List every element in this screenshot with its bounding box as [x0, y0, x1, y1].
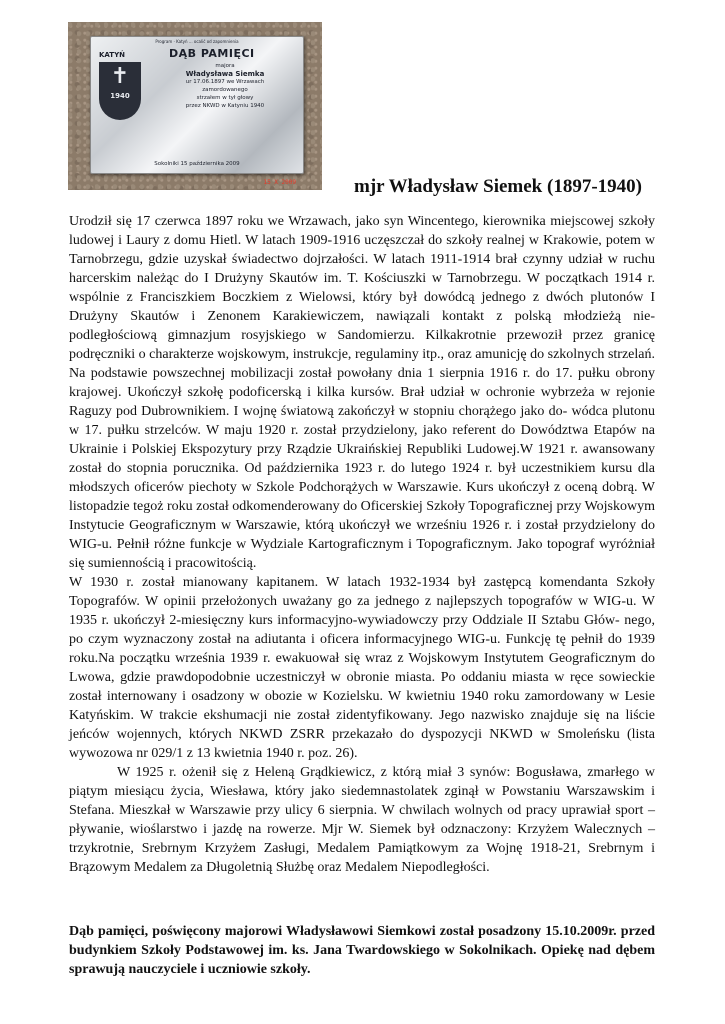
plaque-line: majora: [215, 63, 235, 69]
photo-date-stamp: 15 X 2009: [263, 179, 296, 186]
biography-text: [69, 212, 655, 877]
paragraph: W 1930 r. został mianowany kapitanem. W latach 1932-1934 był zastępcą komendanta Szkoły Topografów. W opinii przełożonych uważany go za jednego z najlepszych topografów w WIG-u. W 1935 r. ukończył 2-miesięczny kurs informacyjno-wywiadowczy przy Oddziale II Sztabu Głów- nego, po czym wyznaczony został na adiutanta i oficera informacyjnego WIG-u. Funkcję tę pełnił do 1939 roku.Na początku września 1939 r. ewakuował się wraz z Wojskowym Instytutem Geograficznym do Lwowa, gdzie prawdopodobnie uczestniczył w obronie miasta. Po oddaniu miasta w ręce sowieckie został internowany i osadzony w obozie w Kozielsku. W kwietniu 1940 roku zamordowany w Lesie Katyńskim. W trakcie ekshumacji nie został zidentyfikowany. Jego nazwisko znajduje się na liście jeńców wojennych, których NKWD ZSRR przekazało do dyspozycji NKWD w Smoleńsku (lista wywozowa nr 029/1 z 13 kwietnia 1940 r. poz. 26).: [69, 575, 655, 761]
plaque-line: przez NKWD w Katyniu 1940: [185, 103, 265, 109]
paragraph: W 1925 r. ożenił się z Heleną Grądkiewicz, z którą miał 3 synów: Bogusława, zmarłego w piątym miesiącu życia, Wiesława, który jako siedemnastolatek zginął w Powstaniu Warszawskim i Stefana. Mieszkał w Warszawie przy ulicy 6 sierpnia. W chwilach wolnych od pracy uprawiał sport – pływanie, wioślarstwo i jazdę na rowerze. Mjr W. Siemek był odznaczony: Krzyżem Walecznych – trzykrotnie, Srebrnym Krzyżem Zasługi, Medalem Pamiątkowym za Wojnę 1918-21, Srebrnym i Brązowym Medalem za Długoletnią Służbę oraz Medalem Niepodległości.: [69, 765, 655, 875]
closing-note: Dąb pamięci, poświęcony majorowi Władysławowi Siemkowi został posadzony 15.10.2009r. przed budynkiem Szkoły Podstawowej im. ks. Jana Twardowskiego w Sokolnikach. Opiekę nad dębem sprawują nauczyciele i uczniowie szkoły.: [69, 924, 655, 977]
cross-icon: ✝: [110, 64, 130, 89]
memorial-plaque-photo: [68, 22, 322, 190]
plaque-title: DĄB PAMIĘCI: [169, 47, 255, 60]
plaque-katyn-label: KATYŃ: [99, 51, 126, 59]
plaque-inscription: [151, 62, 299, 110]
plaque-line: zamordowanego: [202, 87, 248, 93]
plaque-program-label: Program · Katyń ... ocalić od zapomnienia: [155, 39, 239, 44]
plaque-line: Władysława Siemka: [185, 70, 265, 78]
paragraph: Urodził się 17 czerwca 1897 roku we Wrzawach, jako syn Wincentego, kierownika miejscowej szkoły ludowej i Laury z domu Hietl. W latach 1909-1916 uczęszczał do szkoły realnej w Krakowie, potem w Tarnobrzegu, gdzie uzyskał świadectwo dojrzałości. W latach 1911-1914 brał czynny udział w ruchu harcerskim należąc do I Drużyny Skautów im. T. Kościuszki w Tarnobrzegu. W początkach 1914 r. wspólnie z Franciszkiem Boczkiem z Wielowsi, który był dowódcą jednego z dwóch plutonów I Drużyny Skautów i Zenonem Karakiewiczem, nawiązali kontakt z polską młodzieżą nie- podległościową gimnazjum rosyjskiego w Sandomierzu. Kilkakrotnie przewoził przez granicę podręczniki o charakterze wojskowym, instrukcje, regulaminy itp., oraz amunicję do szkolnych strzelań. Na podstawie powszechnej mobilizacji został powołany dnia 1 sierpnia 1916 r. do 17. pułku obrony krajowej. Ukończył szkołę podoficerską i kilka kursów. Brał udział w ochronie wybrzeża w rejonie Raguzy pod Dubrownikiem. I wojnę światową zakończył w stopniu chorążego jako do- wódca plutonu w 17. pułku strzelców. W maju 1920 r. został przydzielony, jako referent do Dowództwa Etapów na Ukrainie i Polskiej Ekspozytury przy Rządzie Ukraińskiej Republiki Ludowej.W 1921 r. awansowany został do stopnia porucznika. Od października 1923 r. do lutego 1924 r. był uczestnikiem kursu dla młodszych oficerów piechoty w Szkole Podchorążych w Warszawie. Kurs ukończył z oceną dobrą. W listopadzie tegoż roku został odkomenderowany do Oficerskiej Szkoły Topograficznej przy Wojskowym Instytucie Geograficznym w Warszawie, którą ukończył we wrześniu 1926 r. i został przydzielony do WIG-u. Pełnił różne funkcje w Wydziale Kartograficznym i Topograficznym. Jako topograf wyróżniał się sumiennością i pracowitością.: [69, 214, 656, 571]
katyn-emblem: [99, 62, 141, 120]
plaque-line: ur 17.06.1897 we Wrzawach: [185, 79, 265, 85]
page-title: mjr Władysław Siemek (1897-1940): [354, 176, 642, 197]
emblem-year: 1940: [110, 92, 130, 100]
memorial-plaque: [90, 36, 304, 174]
plaque-place-date: Sokolniki 15 października 2009: [154, 161, 240, 167]
plaque-line: strzałem w tył głowy: [196, 95, 254, 101]
